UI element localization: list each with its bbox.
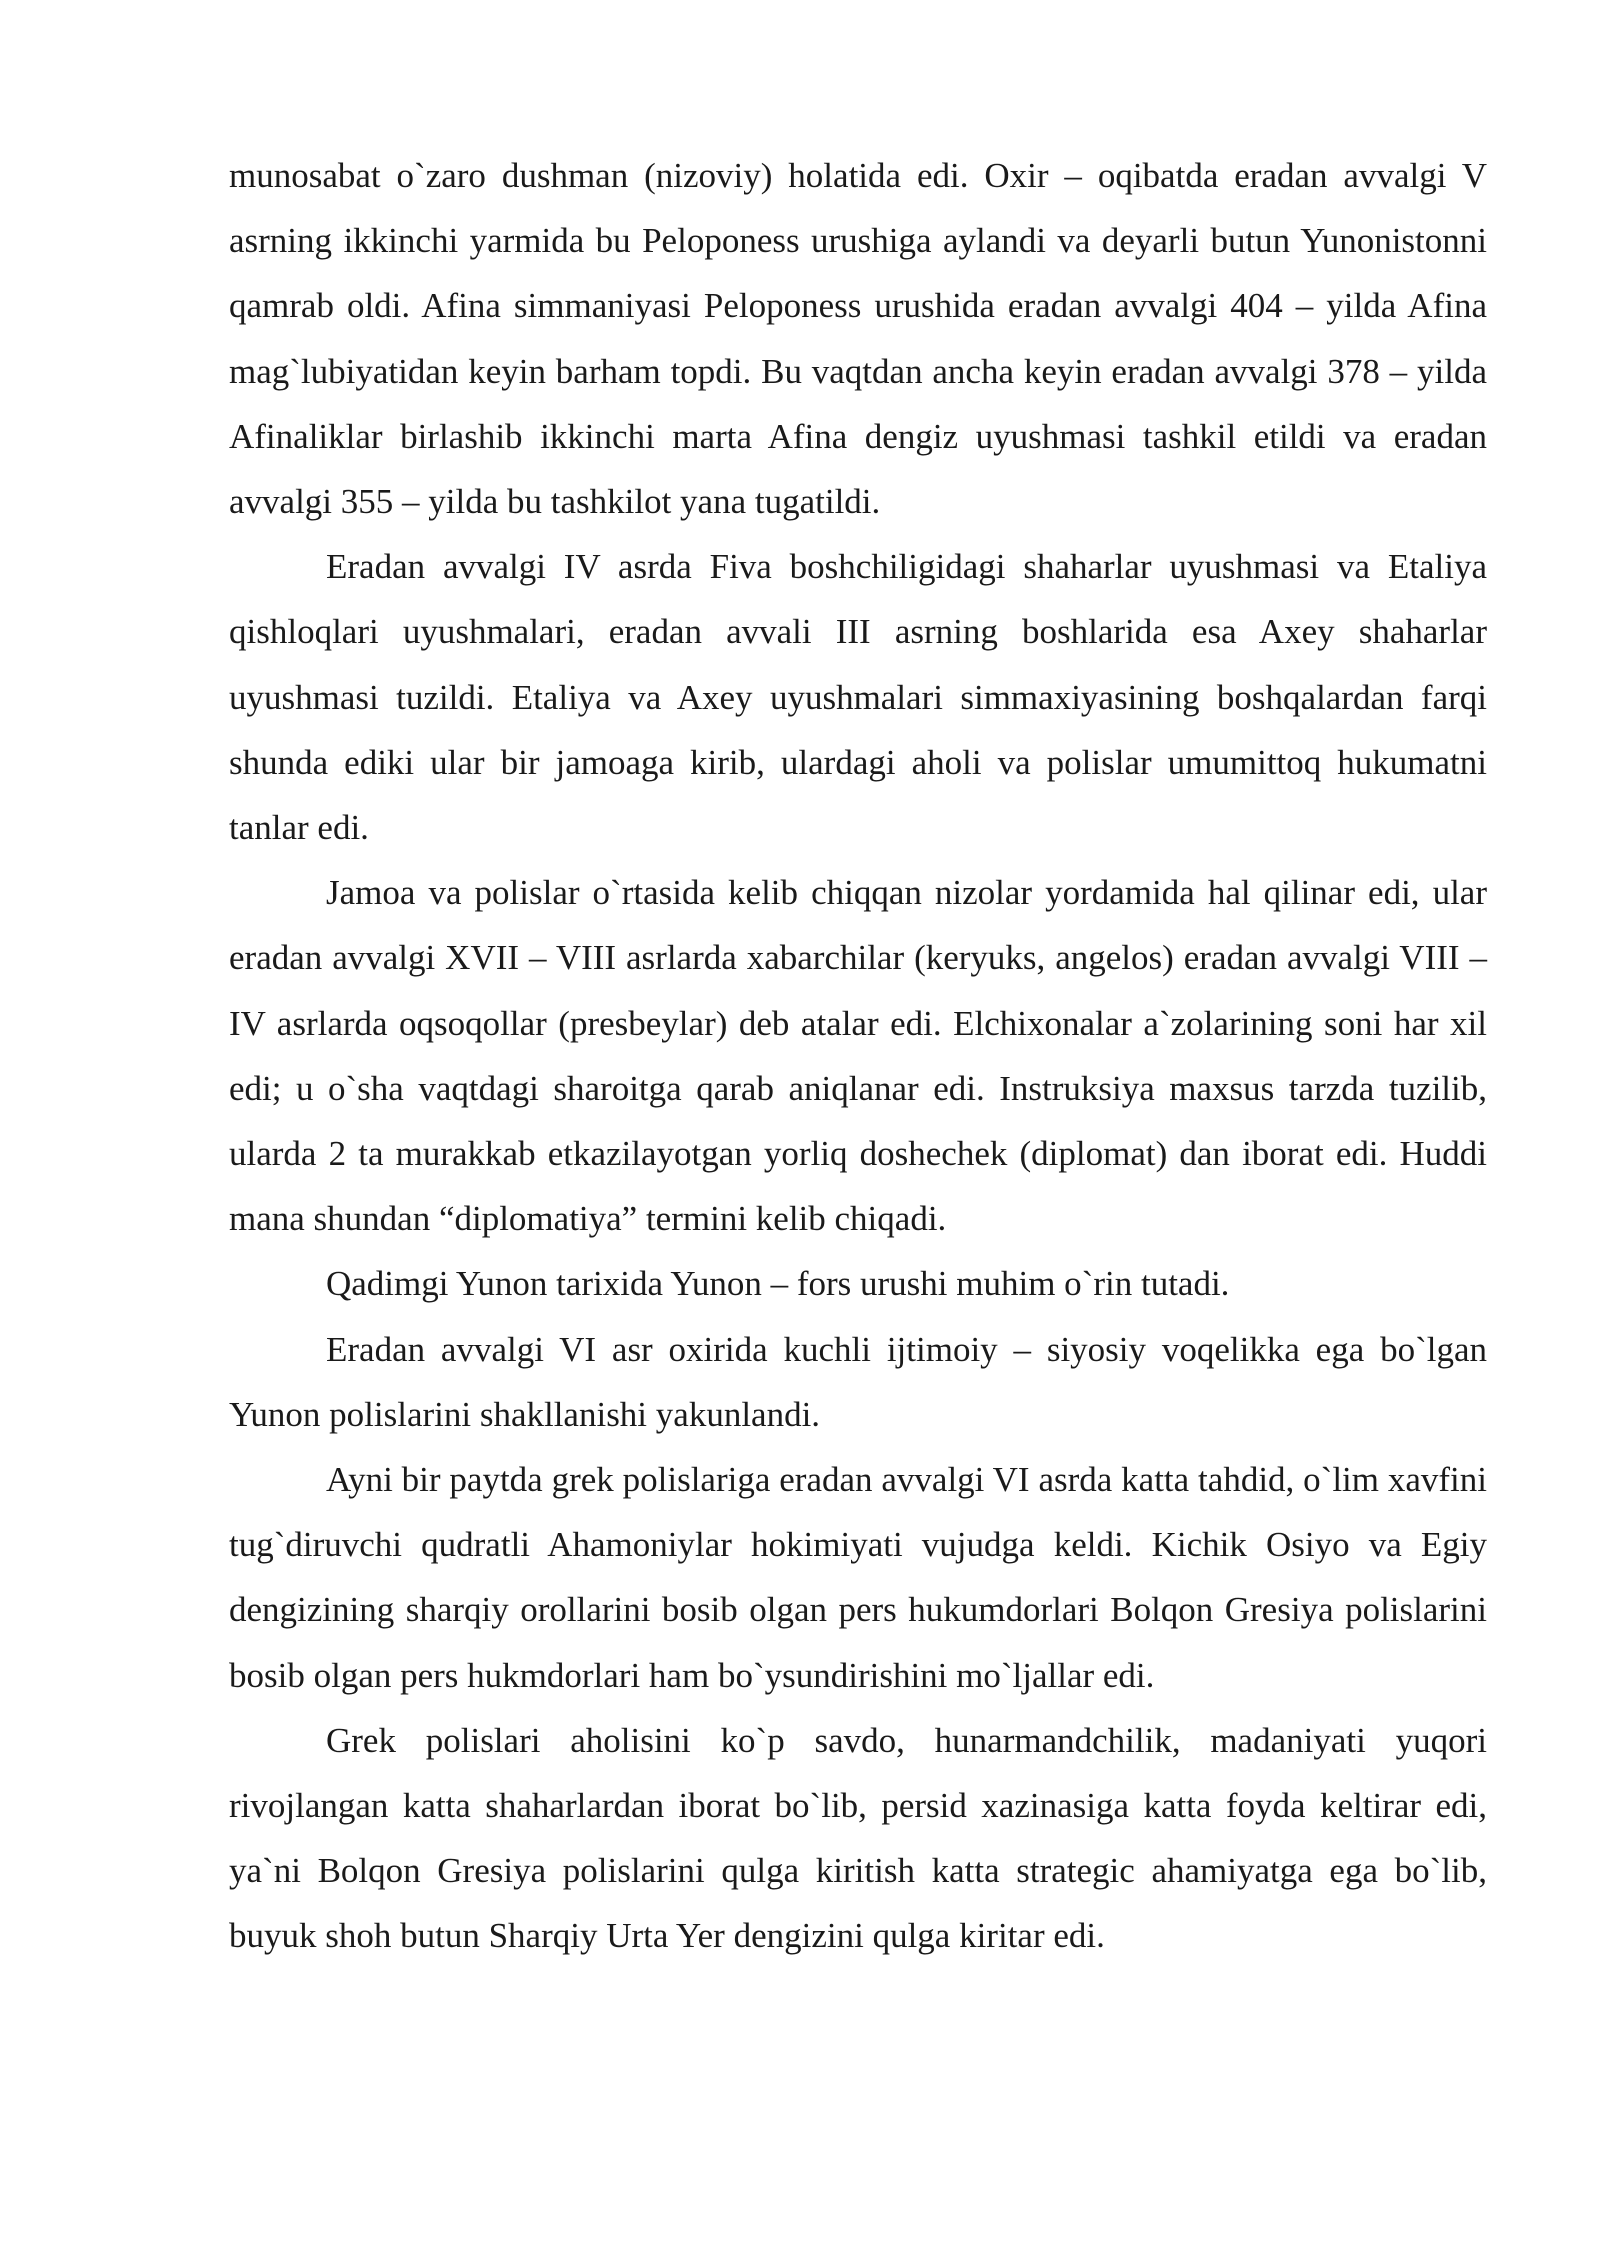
paragraph-3: Jamoa va polislar o`rtasida kelib chiqqan nizolar yordamida hal qilinar edi, ular eradan avvalgi XVII – VIII asrlarda xabarchilar (keryuks, angelos) eradan avvalgi VIII – IV asrlarda oqsoqollar (presbeylar) deb atalar edi. Elchixonalar a`zolarining soni har xil edi; u o`sha vaqtdagi sharoitga qarab aniqlanar edi. Instruksiya maxsus tarzda tuzilib, ularda 2 ta murakkab etkazilayotgan yorliq doshechek (diplomat) dan iborat edi. Huddi mana shundan “diplomatiya” termini kelib chiqadi.: [229, 873, 1487, 1239]
paragraph-2: Eradan avvalgi IV asrda Fiva boshchiligidagi shaharlar uyushmasi va Etaliya qishloqlari uyushmalari, eradan avvali III asrning boshlarida esa Axey shaharlar uyushmasi tuzildi. Etaliya va Axey uyushmalari simmaxiyasining boshqalardan farqi shunda ediki ular bir jamoaga kirib, ulardagi aholi va polislar umumittoq hukumatni tanlar edi.: [229, 547, 1487, 848]
body-text: [229, 143, 1487, 1969]
paragraph-4: Qadimgi Yunon tarixida Yunon – fors urushi muhim o`rin tutadi.: [326, 1264, 1230, 1304]
paragraph-6: Ayni bir paytda grek polislariga eradan avvalgi VI asrda katta tahdid, o`lim xavfini tug`diruvchi qudratli Ahamoniylar hokimiyati vujudga keldi. Kichik Osiyo va Egiy dengizining sharqiy orollarini bosib olgan pers hukumdorlari Bolqon Gresiya polislarini bosib olgan pers hukmdorlari ham bo`ysundirishini mo`ljallar edi.: [229, 1460, 1487, 1695]
paragraph-5: Eradan avvalgi VI asr oxirida kuchli ijtimoiy – siyosiy voqelikka ega bo`lgan Yunon polislarini shakllanishi yakunlandi.: [229, 1329, 1487, 1434]
paragraph-1: munosabat o`zaro dushman (nizoviy) holatida edi. Oxir – oqibatda eradan avvalgi V asrning ikkinchi yarmida bu Peloponess urushiga aylandi va deyarli butun Yunonistonni qamrab oldi. Afina simmaniyasi Peloponess urushida eradan avvalgi 404 – yilda Afina mag`lubiyatidan keyin barham topdi. Bu vaqtdan ancha keyin eradan avvalgi 378 – yilda Afinaliklar birlashib ikkinchi marta Afina dengiz uyushmasi tashkil etildi va eradan avvalgi 355 – yilda bu tashkilot yana tugatildi.: [229, 156, 1487, 522]
paragraph-7: Grek polislari aholisini ko`p savdo, hunarmandchilik, madaniyati yuqori rivojlangan katta shaharlardan iborat bo`lib, persid xazinasiga katta foyda keltirar edi, ya`ni Bolqon Gresiya polislarini qulga kiritish katta strategic ahamiyatga ega bo`lib, buyuk shoh butun Sharqiy Urta Yer dengizini qulga kiritar edi.: [229, 1720, 1487, 1956]
